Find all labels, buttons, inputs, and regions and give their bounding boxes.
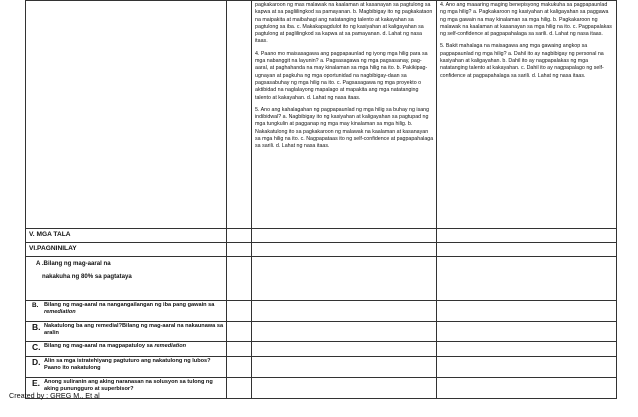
item-italic: remediation xyxy=(154,343,187,349)
question-text: 5. Ano ang kahalagahan ng pagpapaunlad ng mga hilig sa buhay ng isang indibidwal? a. Nagbibigay ito ng kasiyahan at kaligayahan sa pagtupad ng mga tungkulin at pagganap ng mga may kinalaman sa mga hilig. b. Nakakatulong ito sa pagkakaroon ng malawak na kaalaman at kasanayan sa mga hilig na ito. c. Nagpapataas ito ng self-confidence at pagpapahalaga sa sarili. d. Lahat ng nasa itaas. xyxy=(255,106,434,150)
section-label-pagninilay: VI.PAGNINILAY xyxy=(26,243,227,257)
evaluation-item-c xyxy=(26,342,227,357)
item-text: Anong suliranin ang aking naranasan na solusyon sa tulong ng aking punungguro at superbisor? xyxy=(44,379,213,392)
evaluation-a-line1: A .Bilang ng mag-aaral na xyxy=(36,260,111,267)
item-letter: C. xyxy=(32,342,41,352)
item-text: Alin sa mga istratehiyang pagtuturo ang nakatulong ng lubos? Paano ito nakatulong xyxy=(44,358,211,371)
table-row xyxy=(26,257,617,301)
evaluation-item-b xyxy=(26,301,227,322)
item-italic: remediation xyxy=(44,309,76,315)
item-letter: B. xyxy=(32,322,41,332)
question-text: 4. Paano mo maisasagawa ang pagpapaunlad ng iyong mga hilig para sa mga nabanggit na layunin? a. Pagsasagawa ng mga pagsasanay, pag-aaral, at paghahanda na may kinalaman sa mga hilig na ito. b. Pakikipag-ugnayan at pagkuha ng mga oportunidad na nagbibigay-daan sa pagsasabuhay ng mga hilig na ito. c. Pagsasagawa ng mga proyekto o aktibidad na naglalayong mapalago at mapakita ang mga natatanging talento at kakayahan. d. Lahat ng nasa itaas. xyxy=(255,50,428,101)
section-label-mga-tala: V. MGA TALA xyxy=(26,229,227,243)
assessment-questions-cell xyxy=(437,1,617,229)
evaluation-item-b2 xyxy=(26,322,227,342)
footer-credit: Created by : GREG M., Et al xyxy=(9,391,100,400)
question-text: pagkakaroon ng mas malawak na kaalaman at kasanayan sa pagtulong sa kapwa at sa pagliilingkod sa pamayanan. b. Magbibigay ito ng pagkakataon na maipakita at maibahagi ang natatanging talento at kakayahan sa pagtulong sa iba. c. Makakapagdulot ito ng kasiyahan at kaligayahan sa pagtulong at paglilingkod sa kapwa at sa pamayanan. d. Lahat ng nasa itaas. xyxy=(255,2,433,45)
item-text: Bilang ng mag-aaral na nangangailangan ng iba pang gawain sa xyxy=(44,302,215,308)
table-row xyxy=(26,378,617,399)
question-text: 4. Ano ang maaaring maging benepisyong makukuha sa pagpapaunlad ng mga hilig? a. Pagkakaroon ng kasiyahan at kaligayahan sa paggawa ng mga gawain na may kinalaman sa mga hilig. b. Pagkakaroon ng malawak na kaalaman at kasanayan sa mga hilig na ito. c. Pagpapalakas ng self-confidence at pagpapahalaga sa sarili. d. Lahat ng nasa itaas. xyxy=(440,2,612,38)
table-row xyxy=(26,322,617,342)
item-letter: B. xyxy=(32,302,39,309)
evaluation-a-line2: nakakuha ng 80% sa pagtataya xyxy=(42,273,132,280)
table-row xyxy=(26,229,617,243)
item-letter: E. xyxy=(32,378,41,388)
question-text: 5. Bakit mahalaga na maisagawa ang mga gawaing angkop sa pagpapaunlad ng mga hilig? a. Dahil ito ay nagbibigay ng personal na kasiyahan at kaligayahan. b. Dahil ito ay nagpapalakas ng mga natatanging talento at kakayahan. c. Dahil ito ay nagpapalago ng self-confidence at pagpapahalaga sa sarili. d. Lahat ng nasa itaas. xyxy=(440,43,604,79)
evaluation-item-a xyxy=(26,257,227,301)
table-row xyxy=(26,1,617,229)
evaluation-item-d xyxy=(26,357,227,378)
lesson-plan-page xyxy=(25,0,616,399)
item-text: Nakatulong ba ang remedial?Bilang ng mag-aaral na nakaunawa sa aralin xyxy=(44,323,224,336)
table-row xyxy=(26,243,617,257)
table-row xyxy=(26,357,617,378)
table-row xyxy=(26,342,617,357)
table-row xyxy=(26,301,617,322)
lesson-plan-table xyxy=(25,0,617,399)
assessment-questions-cell xyxy=(252,1,437,229)
item-text: Bilang ng mag-aaral na magpapatuloy sa xyxy=(44,343,153,349)
item-letter: D. xyxy=(32,357,41,367)
